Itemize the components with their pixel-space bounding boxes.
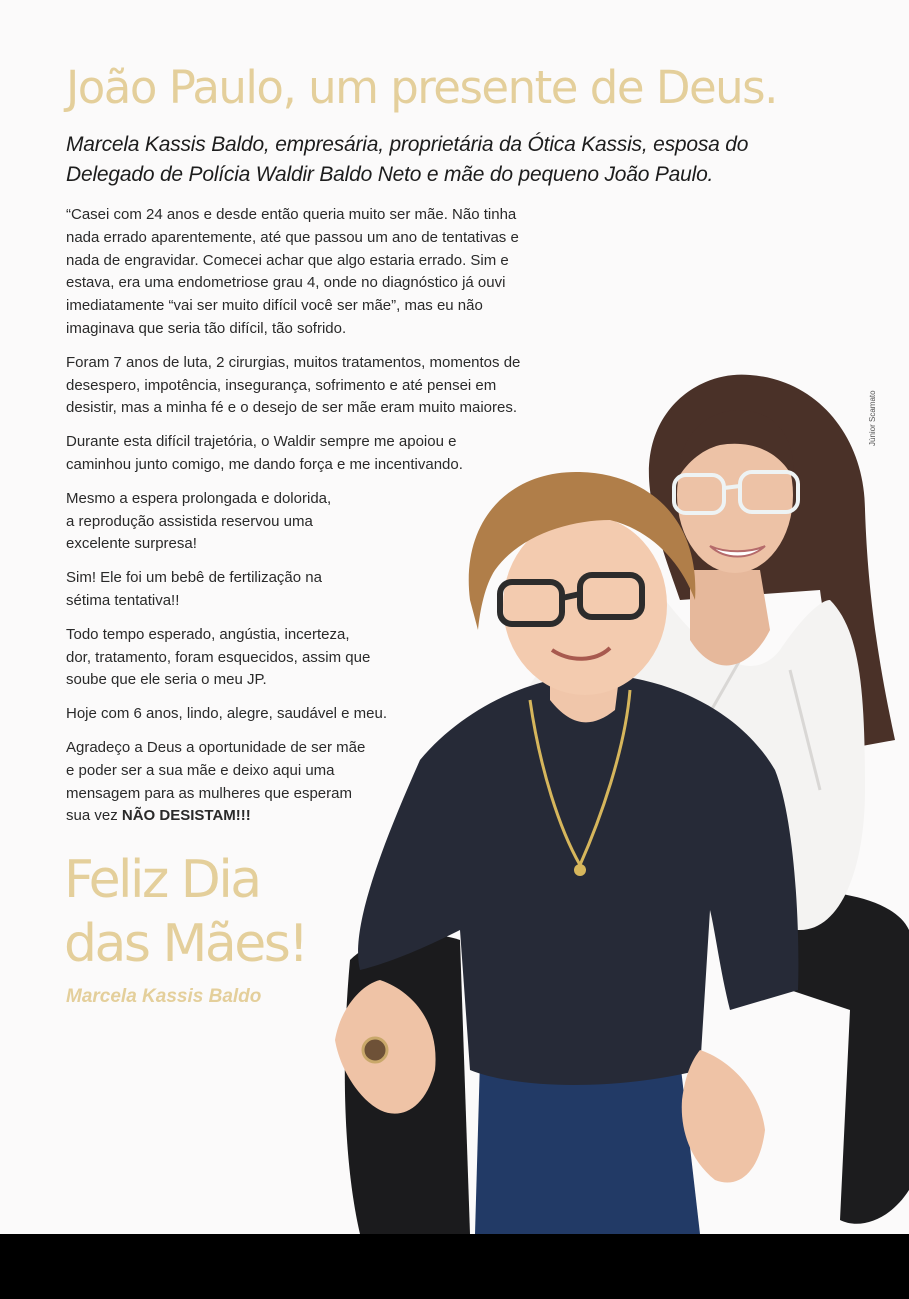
body-paragraph: Sim! Ele foi um bebê de fertilização na sétima tentativa!! [66, 569, 322, 609]
body-paragraph: “Casei com 24 anos e desde então queria muito ser mãe. Não tinha nada errado aparentemente, até que passou um ano de tentativas e nada de engravidar. Comecei achar que algo estaria errado. Sim e estava, era uma endometriose grau 4, onde no diagnóstico já ouvi imediatamente “vai ser muito difícil você ser mãe”, mas eu não imaginava que seria tão difícil, tão sofrido. [66, 206, 519, 337]
body-paragraph: Mesmo a espera prolongada e dolorida, a reprodução assistida reservou uma excelente surpresa! [66, 489, 332, 553]
body-paragraph: Foram 7 anos de luta, 2 cirurgias, muitos tratamentos, momentos de desespero, impotência, insegurança, sofrimento e até pensei em desistir, mas a minha fé e o desejo de ser mãe eram muito maiores. [66, 353, 521, 417]
body-paragraph: Hoje com 6 anos, lindo, alegre, saudável e meu. [66, 705, 388, 723]
greeting-line-1: Feliz Dia [64, 850, 260, 910]
portrait-photo [320, 370, 909, 1234]
greeting-line-2: das Mães! [64, 914, 307, 974]
body-paragraph-text: Agradeço a Deus a oportunidade de ser mãe e poder ser a sua mãe e deixo aqui uma mensagem para as mulheres que esperam sua vez [66, 738, 366, 825]
mother-legs [790, 890, 909, 1224]
body-paragraph: Todo tempo esperado, angústia, incerteza, dor, tratamento, foram esquecidos, assim que soube que ele seria o meu JP. [66, 625, 371, 689]
ring-icon [363, 1038, 387, 1062]
photo-credit: Júnior Scamato [868, 390, 877, 446]
body-paragraph: Durante esta difícil trajetória, o Waldir sempre me apoiou e caminhou junto comigo, me dando força e me incentivando. [66, 433, 463, 473]
article-title: João Paulo, um presente de Deus. [66, 61, 777, 114]
bottom-bar [0, 1234, 909, 1299]
article-subtitle: Marcela Kassis Baldo, empresária, proprietária da Ótica Kassis, esposa do Delegado de Polícia Waldir Baldo Neto e mãe do pequeno João Paulo. [66, 133, 749, 186]
shout-text: NÃO DESISTAM!!! [121, 807, 251, 825]
mother-hand-right [682, 1050, 765, 1183]
signature: Marcela Kassis Baldo [66, 986, 262, 1007]
mother-neck [690, 570, 770, 665]
